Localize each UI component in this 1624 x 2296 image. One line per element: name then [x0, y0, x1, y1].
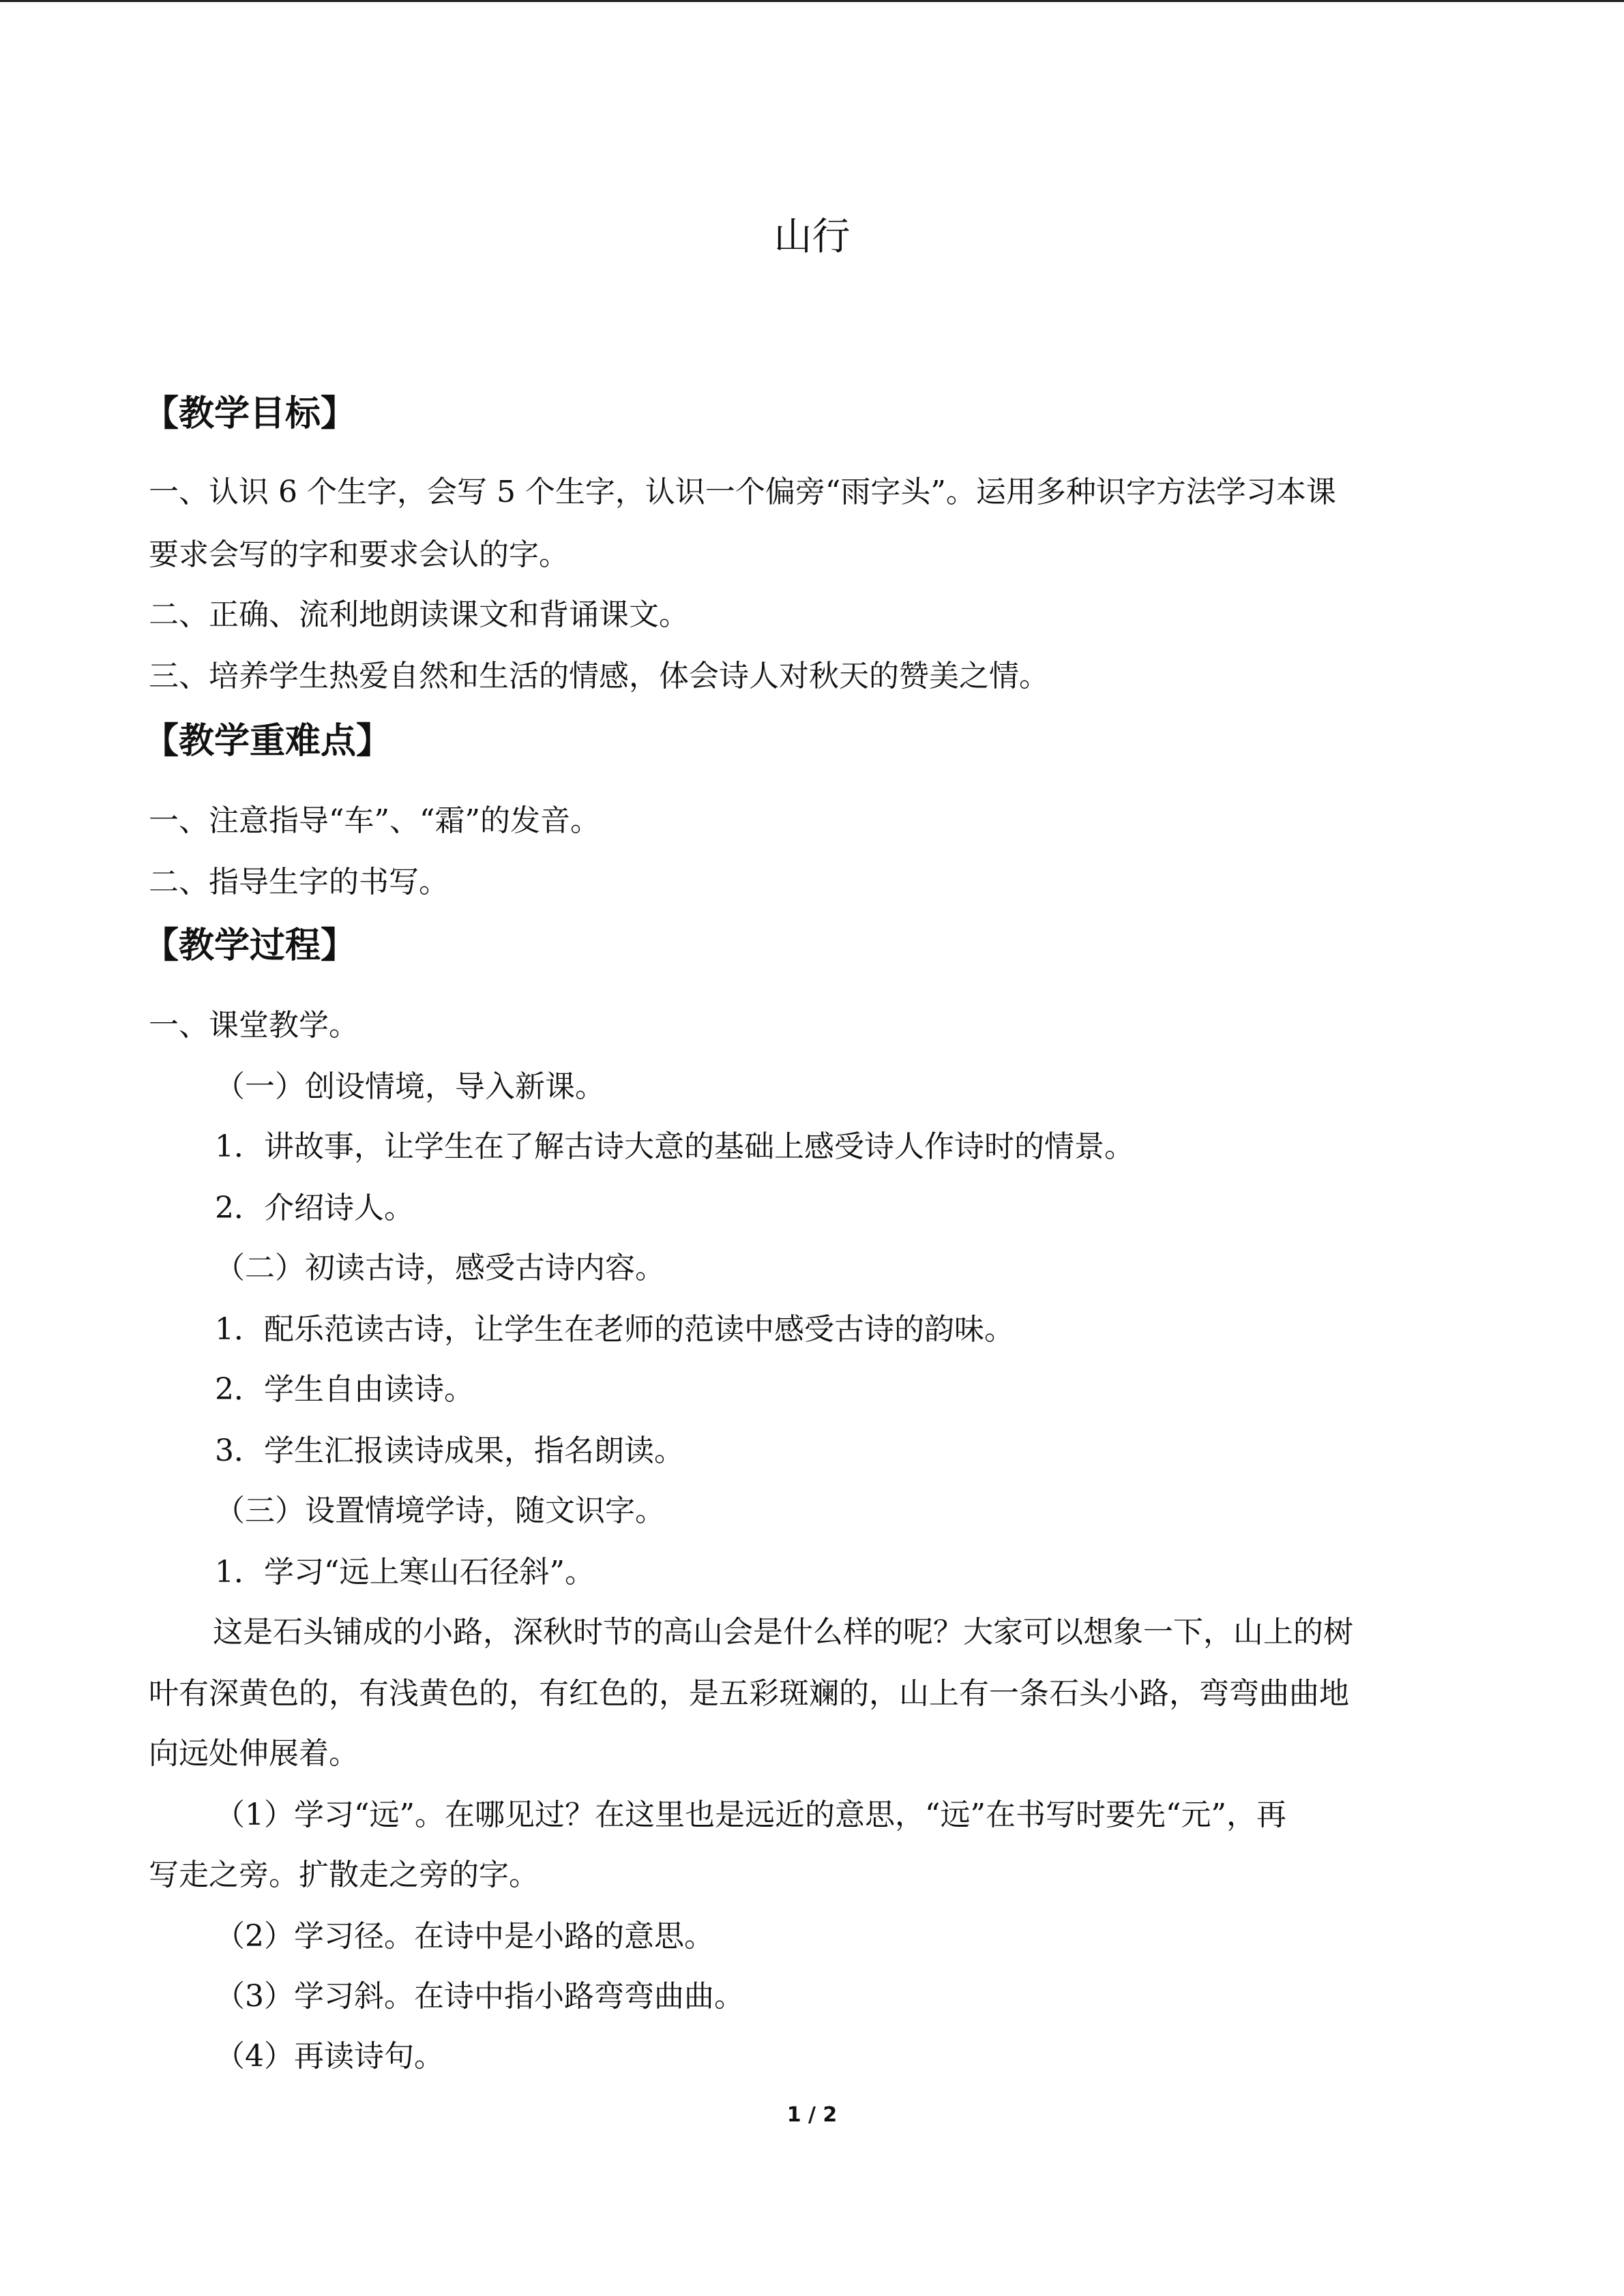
process-line: （1）学习“远”。在哪见过？在这里也是远近的意思，“远”在书写时要先“元”，再: [215, 1798, 1286, 1832]
process-line: （三）设置情境学诗，随文识字。: [215, 1493, 665, 1528]
objective-line: 一、认识 6 个生字，会写 5 个生字，认识一个偏旁“雨字头”。运用多种识字方法学习本课: [149, 475, 1336, 509]
heading-objectives: 【教学目标】: [143, 393, 357, 434]
objective-line: 二、正确、流利地朗读课文和背诵课文。: [149, 597, 689, 632]
process-line: 1．讲故事，让学生在了解古诗大意的基础上感受诗人作诗时的情景。: [215, 1129, 1134, 1164]
process-line: 向远处伸展着。: [149, 1736, 359, 1771]
key-point-line: 二、指导生字的书写。: [149, 865, 449, 899]
process-line: （一）创设情境，导入新课。: [215, 1069, 605, 1104]
process-line: 2．学生自由读诗。: [215, 1372, 474, 1407]
process-line: （3）学习斜。在诗中指小路弯弯曲曲。: [215, 1979, 744, 2014]
page-number: 1 / 2: [786, 2103, 838, 2127]
document-title: 山行: [773, 215, 851, 259]
process-line: 1．配乐范读古诗，让学生在老师的范读中感受古诗的韵味。: [215, 1312, 1014, 1347]
objective-line: 三、培养学生热爱自然和生活的情感，体会诗人对秋天的赞美之情。: [149, 659, 1049, 694]
heading-key-points: 【教学重难点】: [143, 721, 392, 762]
process-line: 3．学生汇报读诗成果，指名朗读。: [215, 1433, 684, 1468]
process-line: （4）再读诗句。: [215, 2039, 444, 2074]
process-line: 1．学习“远上寒山石径斜”。: [215, 1555, 595, 1590]
process-line: 这是石头铺成的小路，深秋时节的高山会是什么样的呢？大家可以想象一下，山上的树: [213, 1615, 1353, 1650]
objective-line: 要求会写的字和要求会认的字。: [149, 537, 569, 572]
process-line: （2）学习径。在诗中是小路的意思。: [215, 1919, 714, 1954]
process-line: 叶有深黄色的，有浅黄色的，有红色的，是五彩斑斓的，山上有一条石头小路，弯弯曲曲地: [149, 1676, 1349, 1711]
process-line: 写走之旁。扩散走之旁的字。: [149, 1858, 539, 1892]
process-line: （二）初读古诗，感受古诗内容。: [215, 1251, 665, 1285]
process-line: 一、课堂教学。: [149, 1008, 359, 1043]
heading-process: 【教学过程】: [143, 925, 357, 966]
process-line: 2．介绍诗人。: [215, 1191, 414, 1225]
key-point-line: 一、注意指导“车”、“霜”的发音。: [149, 803, 600, 838]
